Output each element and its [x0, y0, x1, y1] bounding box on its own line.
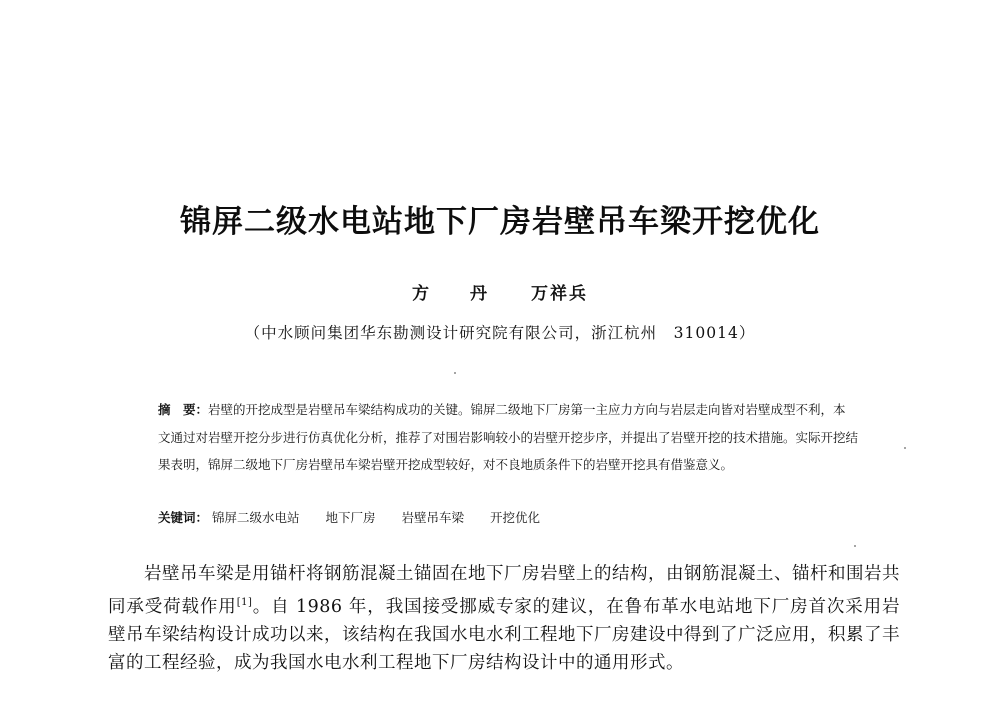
citation-reference: [1]	[236, 596, 253, 608]
body-text-part: 。自 1986 年，我国接受挪威专家的建议，在鲁布革水电站地下厂房首次采用岩壁吊车梁结构设计成功以来，该结构在我国水电水利工程地下厂房建设中得到了广泛应用，积累了丰富的工程经验，成为我国水电水利工程地下厂房结构设计中的通用形式。	[108, 596, 901, 674]
body-paragraph	[108, 560, 900, 678]
keyword-item: 地下厂房	[325, 510, 376, 525]
abstract-label: 摘 要：	[158, 402, 209, 417]
keyword-item: 锦屏二级水电站	[212, 510, 300, 525]
abstract-text: 岩壁的开挖成型是岩壁吊车梁结构成功的关键。锦屏二级地下厂房第一主应力方向与岩层走向皆对岩壁成型不利，本文通过对岩壁开挖分步进行仿真优化分析，推荐了对围岩影响较小的岩壁开挖步序，并提出了岩壁开挖的技术措施。实际开挖结果表明，锦屏二级地下厂房岩壁吊车梁岩壁开挖成型较好，对不良地质条件下的岩壁开挖具有借鉴意义。	[158, 402, 859, 472]
keywords	[158, 504, 858, 531]
scan-speck	[854, 545, 856, 547]
author-name: 万祥兵	[530, 284, 588, 304]
keyword-item: 岩壁吊车梁	[401, 510, 465, 525]
author-name: 方 丹	[412, 284, 500, 304]
abstract	[158, 396, 858, 479]
keyword-item: 开挖优化	[490, 510, 541, 525]
paper-title: 锦屏二级水电站地下厂房岩壁吊车梁开挖优化	[180, 204, 820, 240]
keywords-label: 关键词：	[158, 510, 209, 525]
body-text-part: 岩壁吊车梁是用锚杆将钢筋混凝土锚固在地下厂房岩壁上的结构，由钢筋混凝土、锚杆和围岩共同承受荷载作用	[108, 564, 900, 617]
author-list	[0, 279, 1000, 304]
scan-speck	[904, 447, 906, 449]
affiliation: （中水顾问集团华东勘测设计研究院有限公司，浙江杭州 310014）	[244, 324, 756, 342]
scan-speck	[454, 372, 456, 374]
